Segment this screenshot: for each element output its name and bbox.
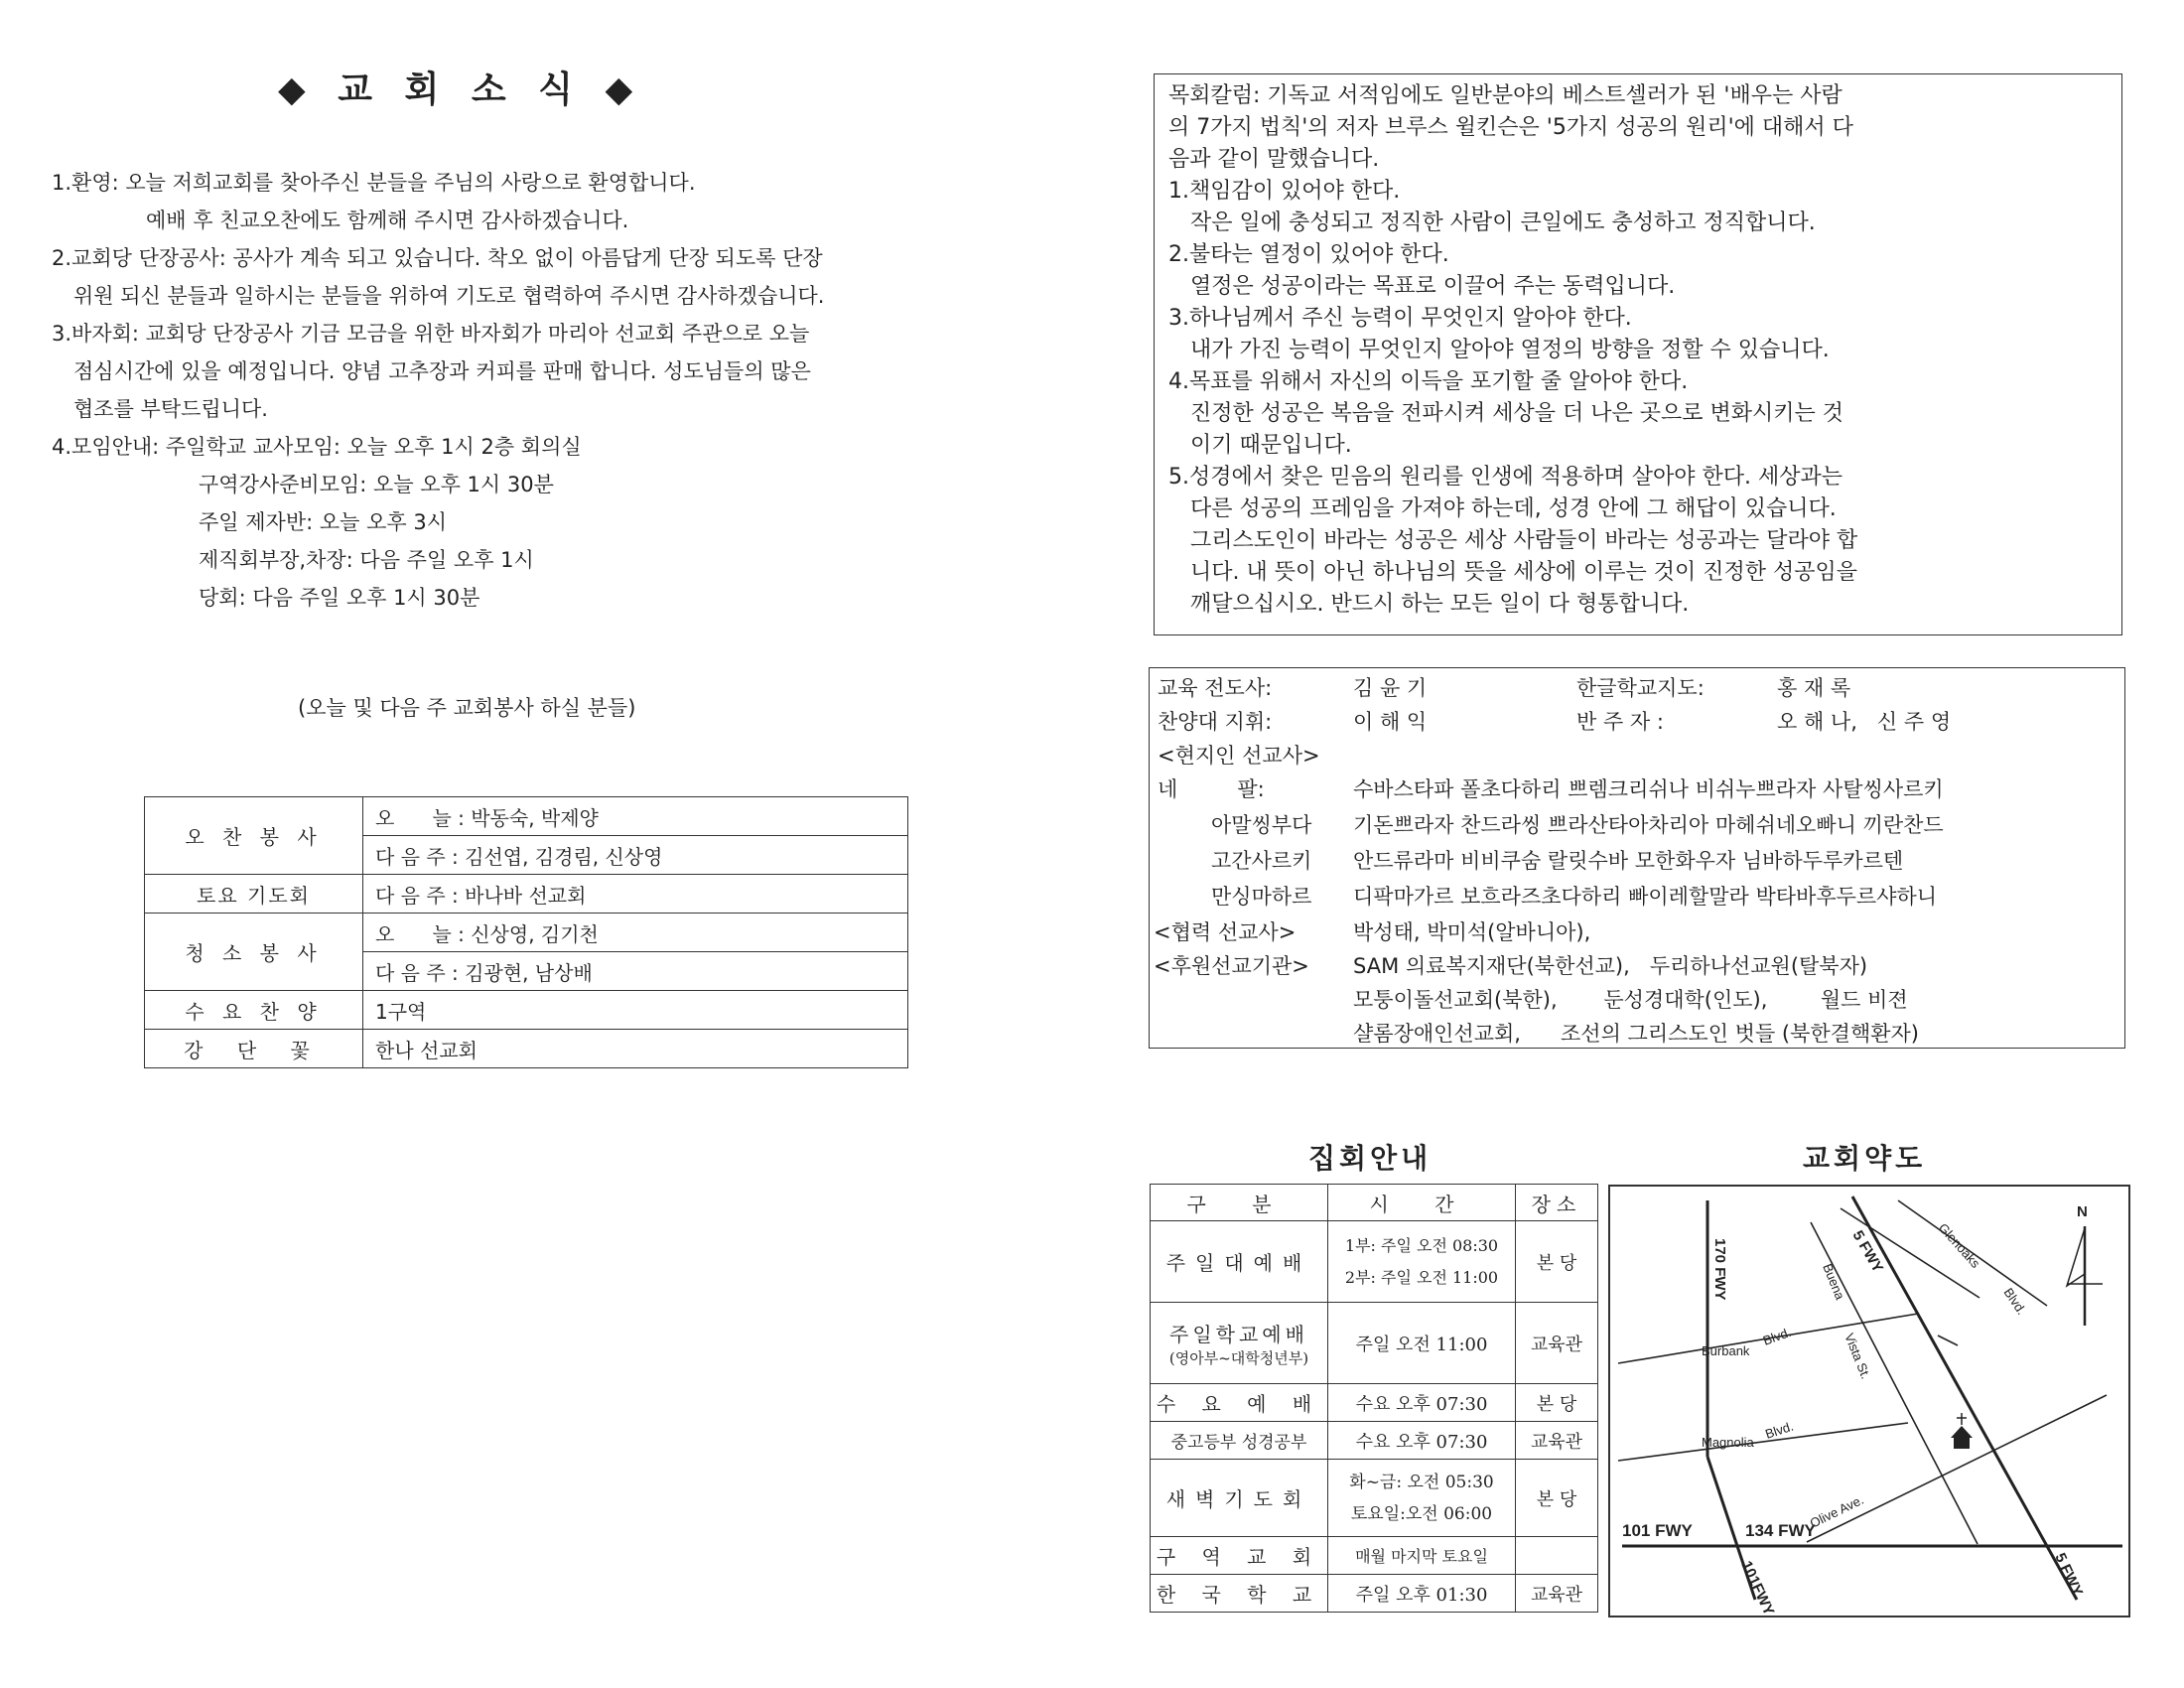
section-header: <후원선교기관> (1154, 954, 1309, 978)
north-arrow-icon (2067, 1226, 2103, 1326)
meeting-place: 교육관 (1516, 1303, 1598, 1384)
news-line: 3.바자회: 교회당 단장공사 기금 모금을 위한 바자회가 마리아 선교회 주관으로 오늘 (52, 322, 810, 346)
meeting-time-line: 토요일:오전 06:00 (1350, 1503, 1493, 1524)
staff-name: 이 해 익 (1353, 710, 1428, 734)
table-header-row (1151, 1185, 1598, 1221)
missionary-list: 고간사르키 (1211, 849, 1312, 873)
staff-label: 네 팔: (1158, 777, 1265, 801)
meeting-name: 한 국 학 교 (1151, 1575, 1328, 1613)
meeting-name: 중고등부 성경공부 (1151, 1422, 1328, 1460)
pastor-column (1154, 73, 2122, 635)
column-line: 내가 가진 능력이 무엇인지 알아야 열정의 방향을 정할 수 있습니다. (1190, 338, 1830, 362)
news-line: 2.교회당 단장공사: 공사가 계속 되고 있습니다. 착오 없이 아름답게 단장 되도록 단장 (52, 246, 823, 270)
missionary-list: 디팍마가르 보흐라즈초다하리 빠이레할말라 박타바후두르샤하니 (1353, 885, 1938, 909)
map-label-101-bottom: 101FWY (1737, 1558, 1778, 1616)
map-label-olive: Olive Ave. (1807, 1491, 1866, 1531)
table-row (1151, 1422, 1598, 1460)
table-row (1151, 1221, 1598, 1303)
map-label-170: 170 FWY (1711, 1238, 1728, 1301)
service-table (144, 796, 908, 1068)
staff-name: 김 윤 기 (1353, 676, 1428, 700)
column-header: 시 간 (1328, 1185, 1516, 1221)
table-row (1151, 1575, 1598, 1613)
column-line: 3.하나님께서 주신 능력이 무엇인지 알아야 한다. (1168, 306, 1632, 331)
map-label-glenoaks: Glenoaks (1935, 1219, 1983, 1271)
news-line: 구역강사준비모임: 오늘 오후 1시 30분 (199, 473, 554, 496)
column-line: 음과 같이 말했습니다. (1168, 147, 1380, 172)
missionary-list: 아말씽부다 (1211, 813, 1312, 837)
table-cell: 수 요 찬 양 (145, 991, 363, 1030)
staff-label: 찬양대 지휘: (1158, 710, 1273, 734)
column-line: 이기 때문입니다. (1190, 433, 1352, 458)
meeting-time: 수요 오후 07:30 (1328, 1422, 1516, 1460)
table-cell: 다 음 주 : 김선엽, 김경림, 신상영 (363, 836, 908, 875)
table-cell: 1구역 (363, 991, 908, 1030)
missionary-list: 박성태, 박미석(알바니아), (1353, 920, 1591, 944)
news-line: 예배 후 친교오찬에도 함께해 주시면 감사하겠습니다. (146, 209, 629, 232)
church-map (1608, 1185, 2130, 1618)
column-line: 작은 일에 충성되고 정직한 사람이 큰일에도 충성하고 정직합니다. (1190, 211, 1816, 235)
map-label-5-bottom: 5 FWY (2051, 1550, 2087, 1600)
news-line: 주일 제자반: 오늘 오후 3시 (199, 510, 447, 534)
map-label-101: 101 FWY (1622, 1521, 1693, 1540)
column-line: 니다. 내 뜻이 아닌 하나님의 뜻을 세상에 이루는 것이 진정한 성공임을 (1190, 560, 1857, 585)
staff-name: 오 해 나, 신 주 영 (1777, 710, 1952, 734)
staff-label: 한글학교지도: (1576, 676, 1705, 700)
column-header: 구 분 (1151, 1185, 1328, 1221)
table-cell: 다 음 주 : 바나바 선교회 (363, 875, 908, 914)
missionary-list: 수바스타파 폴초다하리 쁘렘크리쉬나 비쉬누쁘라자 사탈씽사르키 (1353, 777, 1944, 801)
meeting-time: 주일 오후 01:30 (1328, 1575, 1516, 1613)
meeting-time-line: 화~금: 오전 05:30 (1349, 1472, 1494, 1492)
meeting-time: 매월 마지막 토요일 (1328, 1537, 1516, 1575)
news-line: 점심시간에 있을 예정입니다. 양념 고추장과 커피를 판매 합니다. 성도님들의 많은 (73, 359, 811, 383)
news-line: 4.모임안내: 주일학교 교사모임: 오늘 오후 1시 2층 회의실 (52, 435, 582, 459)
table-cell: 다 음 주 : 김광현, 남상배 (363, 952, 908, 991)
table-row (1151, 1537, 1598, 1575)
column-line: 목회칼럼: 기독교 서적임에도 일반분야의 베스트셀러가 된 '배우는 사람 (1168, 83, 1843, 108)
church-icon (1951, 1413, 1973, 1449)
service-caption: (오늘 및 다음 주 교회봉사 하실 분들) (298, 696, 636, 720)
table-row (1151, 1460, 1598, 1537)
staff-name: 홍 재 록 (1777, 676, 1851, 700)
meeting-time-line: 1부: 주일 오전 08:30 (1344, 1235, 1499, 1255)
news-line: 제직회부장,차장: 다음 주일 오후 1시 (199, 548, 534, 572)
map-label-burbank: Burbank (1702, 1343, 1750, 1358)
meetings-title: 집회안내 (1308, 1142, 1433, 1175)
meeting-place (1516, 1537, 1598, 1575)
meeting-name: 구 역 교 회 (1151, 1537, 1328, 1575)
road-buena-top (1938, 1336, 1958, 1345)
missionary-list: 샬롬장애인선교회, 조선의 그리스도인 벗들 (북한결핵환자) (1353, 1022, 1920, 1046)
map-label-buena: Buena (1820, 1261, 1848, 1302)
map-label-134: 134 FWY (1745, 1521, 1816, 1540)
meeting-time: 주일 오전 11:00 (1328, 1303, 1516, 1384)
table-cell: 청 소 봉 사 (145, 914, 363, 991)
news-line: 협조를 부탁드립니다. (73, 397, 268, 421)
news-line: 1.환영: 오늘 저희교회를 찾아주신 분들을 주님의 사랑으로 환영합니다. (52, 171, 696, 195)
column-line: 1.책임감이 있어야 한다. (1168, 179, 1401, 204)
column-line: 4.목표를 위해서 자신의 이득을 포기할 줄 알아야 한다. (1168, 369, 1689, 394)
missionary-list: SAM 의료복지재단(북한선교), 두리하나선교원(탈북자) (1353, 954, 1868, 978)
column-line: 5.성경에서 찾은 믿음의 원리를 인생에 적용하며 살아야 한다. 세상과는 (1168, 465, 1843, 490)
table-cell: 토요 기도회 (145, 875, 363, 914)
table-row (1151, 1384, 1598, 1422)
table-row (145, 914, 908, 952)
meeting-sub: (영아부~대학청년부) (1168, 1348, 1309, 1367)
meeting-time-line: 2부: 주일 오전 11:00 (1344, 1267, 1499, 1287)
table-row (145, 875, 908, 914)
meeting-name: 새벽기도회 (1151, 1460, 1328, 1537)
column-line: 그리스도인이 바라는 성공은 세상 사람들이 바라는 성공과는 달라야 합 (1190, 528, 1858, 553)
table-row (145, 1030, 908, 1068)
map-label-glenoaks-blvd: Blvd. (2000, 1285, 2030, 1318)
meeting-place: 본 당 (1516, 1384, 1598, 1422)
section-header: <현지인 선교사> (1158, 744, 1320, 768)
church-news (52, 164, 1064, 617)
meeting-place: 본 당 (1516, 1460, 1598, 1537)
table-row (1151, 1303, 1598, 1384)
table-cell: 오 늘 : 신상영, 김기천 (363, 914, 908, 952)
road-olive (1807, 1395, 2107, 1542)
meeting-place: 교육관 (1516, 1422, 1598, 1460)
map-label-5-top: 5 FWY (1848, 1227, 1887, 1276)
missionary-list: 기돈쁘라자 찬드라씽 쁘라산타아차리아 마헤쉬네오빠니 끼란찬드 (1353, 813, 1944, 837)
map-label-vista: Vista St. (1842, 1331, 1874, 1381)
meeting-name-line: 주일학교예배 (1169, 1322, 1308, 1346)
table-cell: 한나 선교회 (363, 1030, 908, 1068)
map-drawing (1610, 1187, 2128, 1616)
meeting-name: 주일대예배 (1151, 1221, 1328, 1303)
missionary-list: 만싱마하르 (1211, 885, 1312, 909)
map-label-burbank-blvd: Blvd. (1760, 1324, 1794, 1348)
table-cell: 오 늘 : 박동숙, 박제양 (363, 797, 908, 836)
map-label-magnolia-blvd: Blvd. (1763, 1418, 1796, 1442)
map-label-magnolia: Magnolia (1702, 1435, 1754, 1450)
column-line: 깨달으십시오. 반드시 하는 모든 일이 다 형통합니다. (1190, 592, 1690, 617)
staff-missionaries (1149, 667, 2125, 1049)
news-line: 위원 되신 분들과 일하시는 분들을 위하여 기도로 협력하여 주시면 감사하겠습니다. (73, 284, 825, 308)
map-label-north: N (2077, 1203, 2088, 1220)
meeting-name: 수 요 예 배 (1151, 1384, 1328, 1422)
meeting-time: 수요 오후 07:30 (1328, 1384, 1516, 1422)
table-cell: 강 단 꽃 (145, 1030, 363, 1068)
news-line: 당회: 다음 주일 오후 1시 30분 (199, 586, 480, 610)
meeting-name (1151, 1303, 1328, 1384)
column-line: 열정은 성공이라는 목표로 이끌어 주는 동력입니다. (1190, 274, 1676, 299)
column-line: 진정한 성공은 복음을 전파시켜 세상을 더 나은 곳으로 변화시키는 것 (1190, 401, 1843, 426)
meeting-place: 교육관 (1516, 1575, 1598, 1613)
column-line: 2.불타는 열정이 있어야 한다. (1168, 242, 1449, 267)
table-row (145, 991, 908, 1030)
table-row (145, 797, 908, 836)
section-header: <협력 선교사> (1154, 920, 1297, 944)
missionary-list: 모퉁이돌선교회(북한), 둔성경대학(인도), 월드 비젼 (1353, 988, 1908, 1012)
page-title: ◆ 교 회 소 식 ◆ (278, 70, 643, 110)
meeting-time (1328, 1221, 1516, 1303)
staff-label: 교육 전도사: (1158, 676, 1273, 700)
column-line: 의 7가지 법칙'의 저자 브루스 윌킨슨은 '5가지 성공의 원리'에 대해서 다 (1168, 115, 1853, 140)
missionary-list: 안드류라마 비비쿠숨 랄릿수바 모한화우자 님바하두루카르텐 (1353, 849, 1904, 873)
meetings-table (1150, 1184, 1598, 1613)
column-line: 다른 성공의 프레임을 가져야 하는데, 성경 안에 그 해답이 있습니다. (1190, 496, 1837, 521)
table-cell: 오 찬 봉 사 (145, 797, 363, 875)
column-header: 장소 (1516, 1185, 1598, 1221)
meeting-time (1328, 1460, 1516, 1537)
staff-label: 반 주 자 : (1576, 710, 1664, 734)
meeting-place: 본 당 (1516, 1221, 1598, 1303)
map-title: 교회약도 (1803, 1142, 1927, 1175)
